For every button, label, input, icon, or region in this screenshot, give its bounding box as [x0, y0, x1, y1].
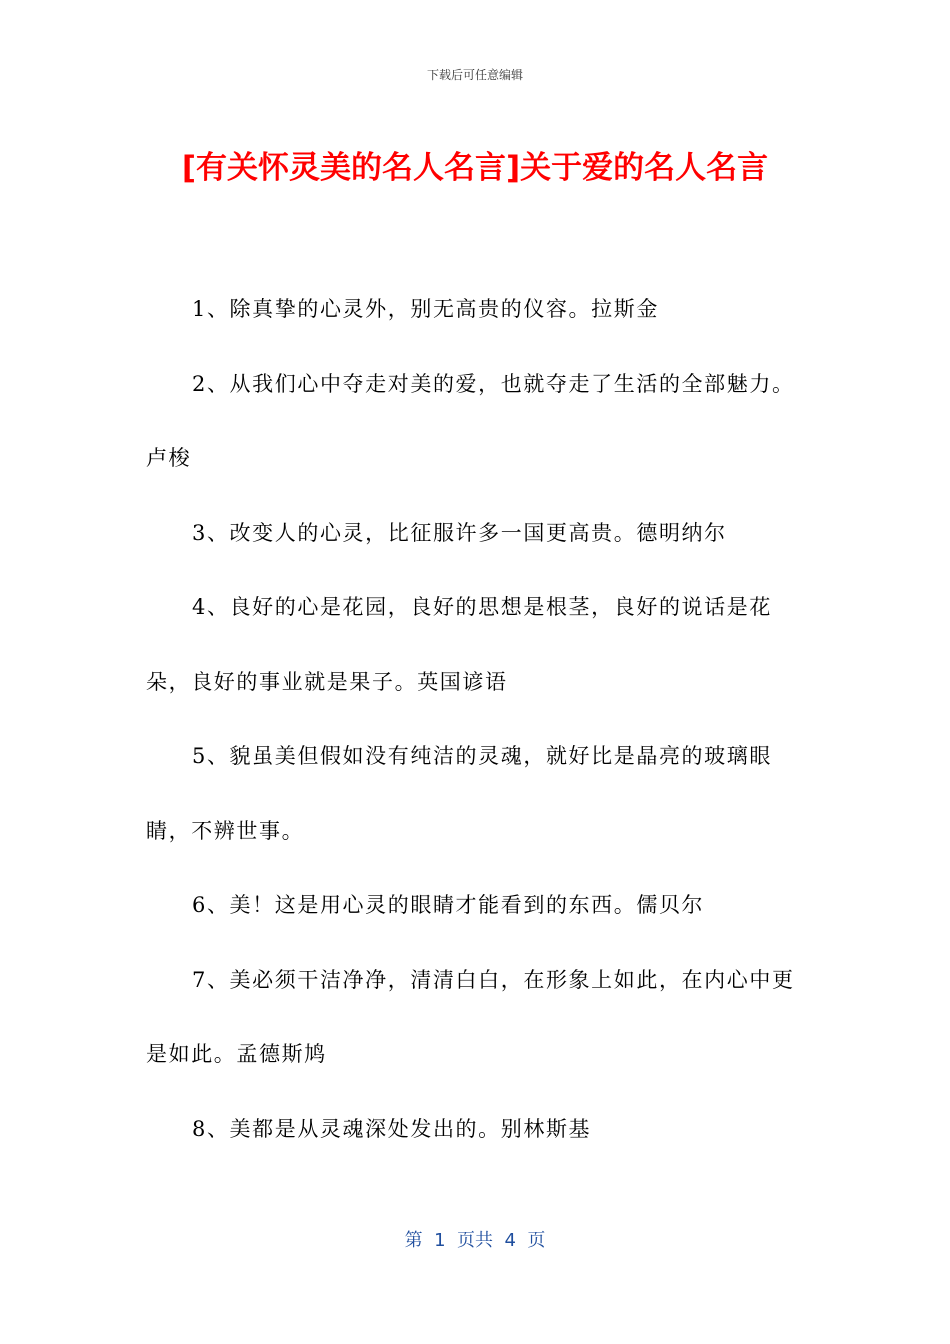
- quote-paragraph-1: 1、除真挚的心灵外，别无高贵的仪容。拉斯金: [192, 297, 659, 321]
- document-body: [146, 272, 808, 1166]
- document-title: [有关怀灵美的名人名言]关于爱的名人名言: [181, 150, 769, 186]
- quote-paragraph-5: 5、貌虽美但假如没有纯洁的灵魂，就好比是晶亮的玻璃眼睛，不辨世事。: [146, 744, 772, 843]
- quote-paragraph-3: 3、改变人的心灵，比征服许多一国更高贵。德明纳尔: [192, 520, 727, 545]
- quote-paragraph-8: 8、美都是从灵魂深处发出的。别林斯基: [192, 1116, 592, 1141]
- quote-paragraph-7: 7、美必须干洁净净，清清白白，在形象上如此，在内心中更是如此。孟德斯鸠: [146, 967, 795, 1066]
- quote-paragraph-2: 2、从我们心中夺走对美的爱，也就夺走了生活的全部魅力。卢梭: [146, 371, 795, 470]
- quote-paragraph-4: 4、良好的心是花园，良好的思想是根茎，良好的说话是花朵，良好的事业就是果子。英国谚语: [146, 595, 772, 694]
- quote-paragraph-6: 6、美！这是用心灵的眼睛才能看到的东西。儒贝尔: [192, 893, 705, 917]
- page-number-footer: 第 1 页共 4 页: [404, 1230, 546, 1251]
- page-header-note: 下载后可任意编辑: [426, 68, 523, 82]
